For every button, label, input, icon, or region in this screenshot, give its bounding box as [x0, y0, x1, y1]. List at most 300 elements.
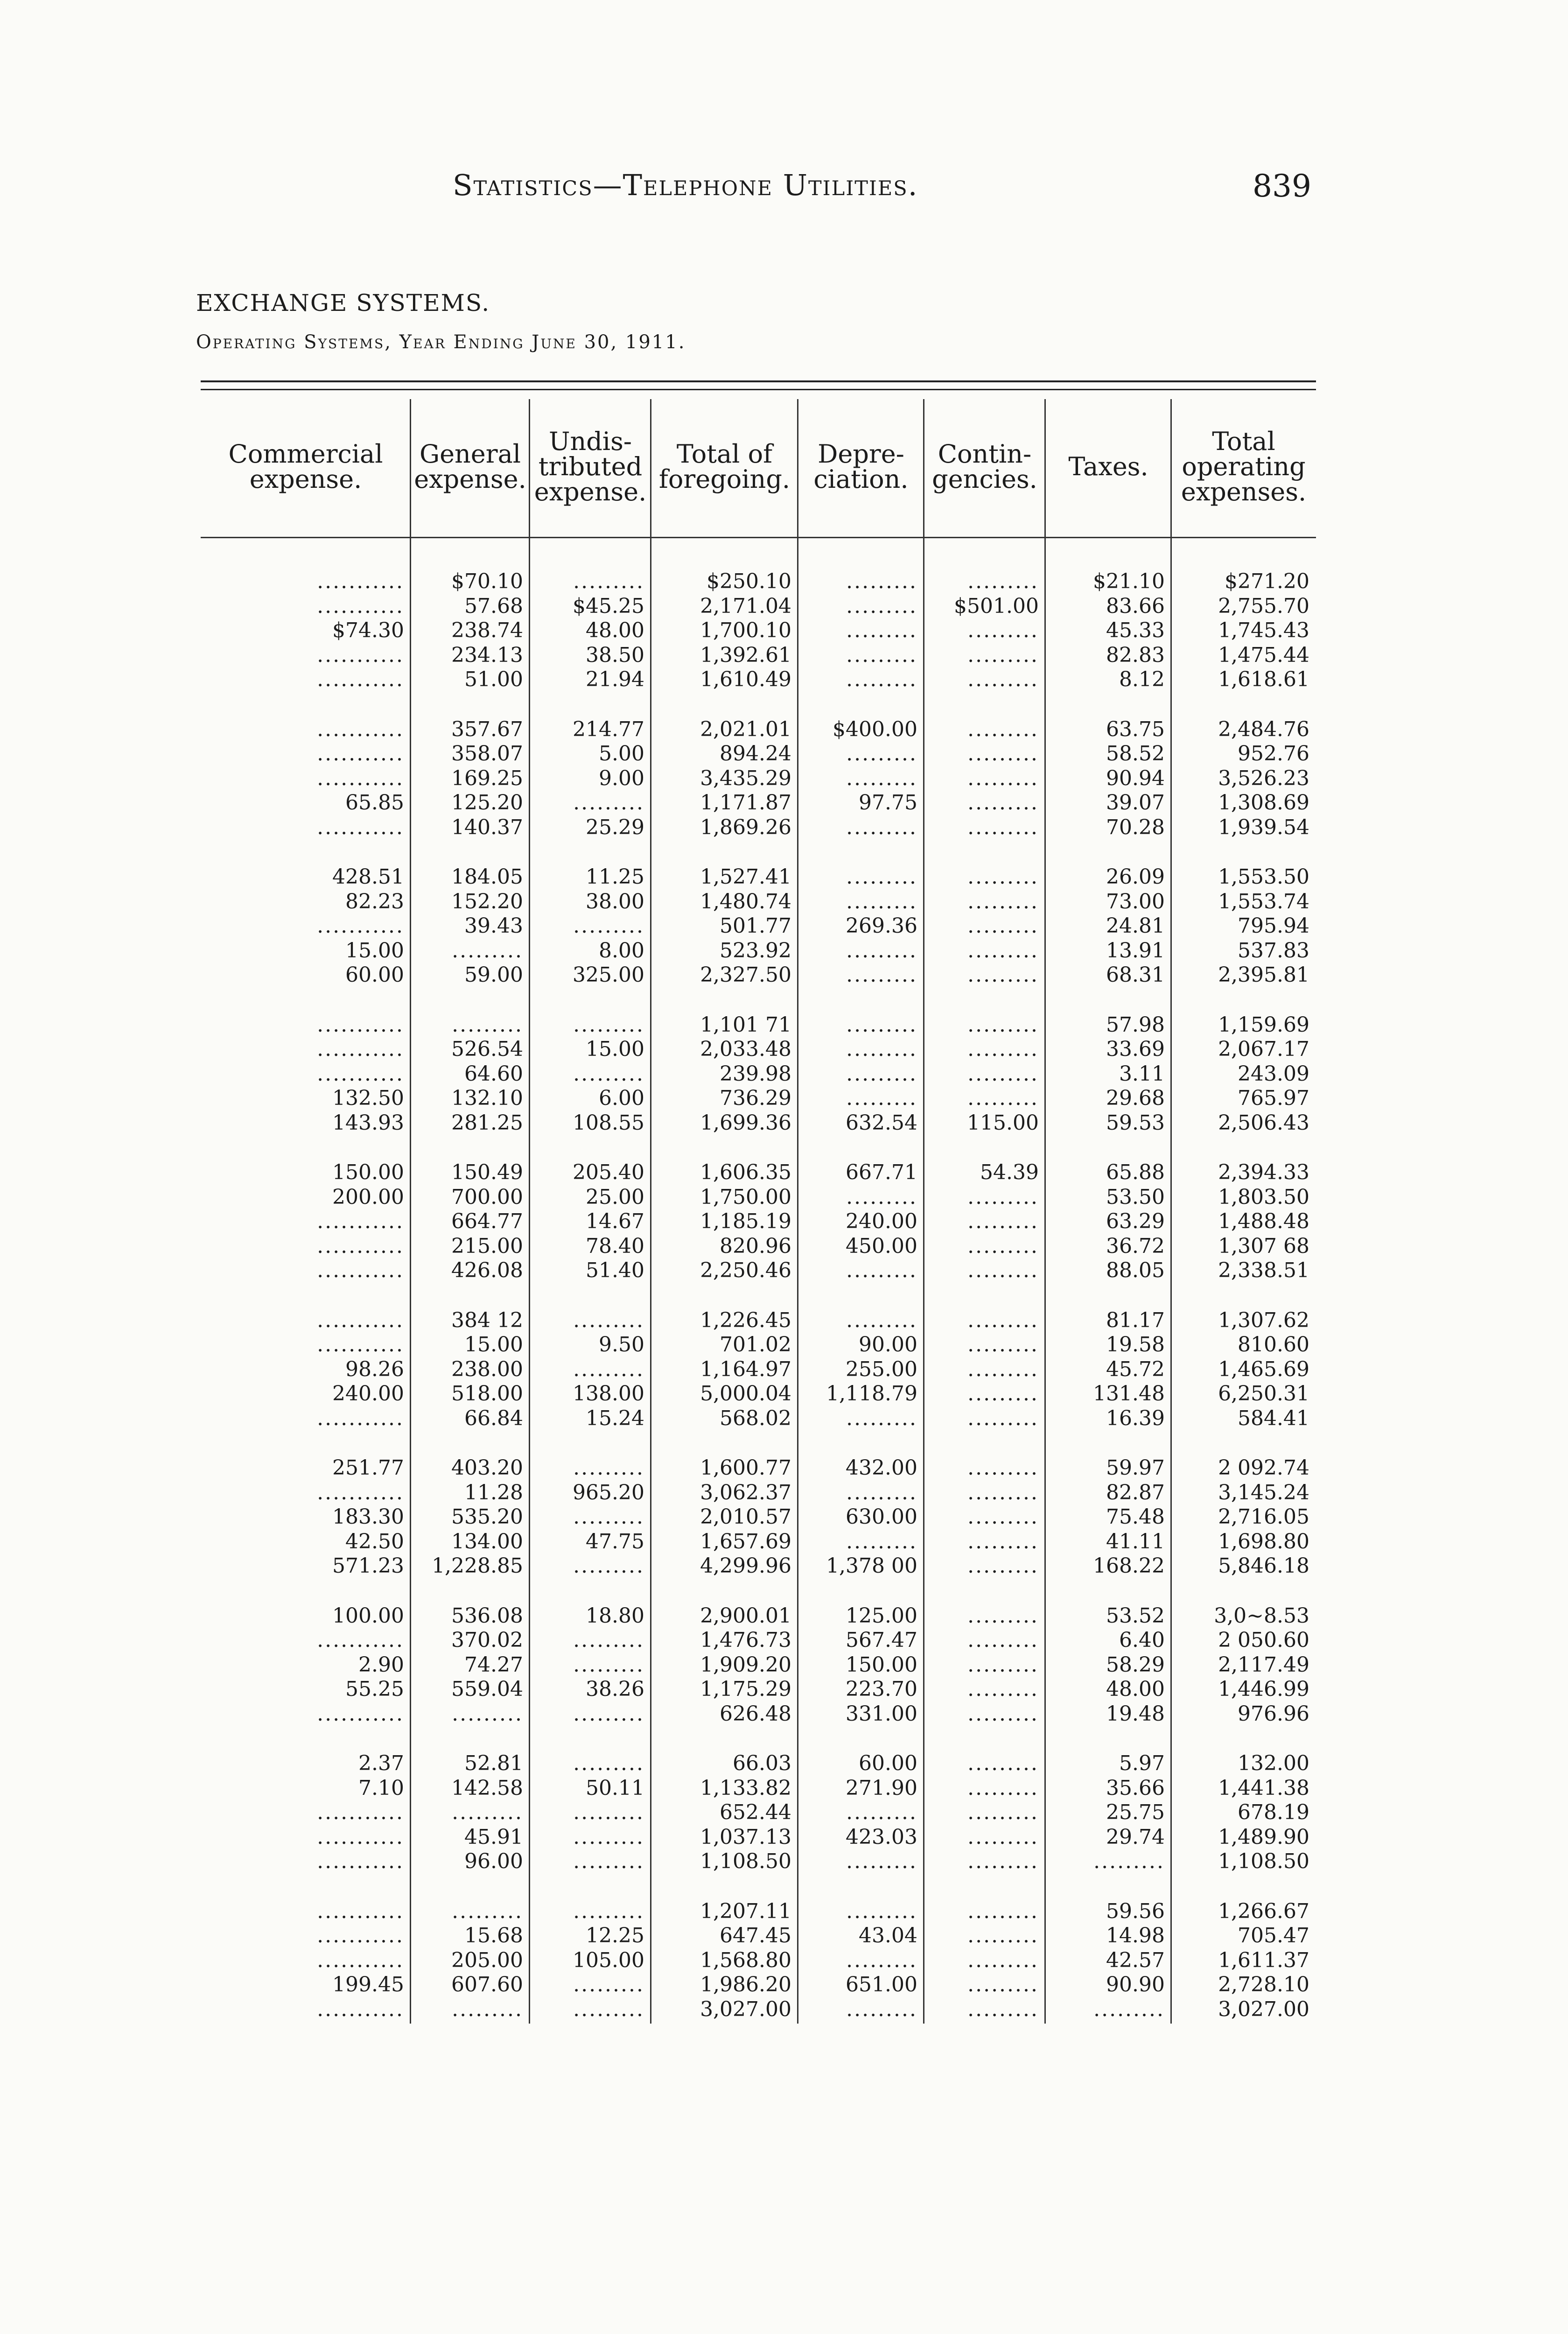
cell-depreciation: ......... [846, 1997, 917, 2021]
cell-commercial: 98.26 [345, 1357, 404, 1381]
table-row [201, 791, 1316, 815]
cell-total-operating: 2,395.81 [1218, 963, 1309, 987]
cell-general: 134.00 [451, 1529, 523, 1554]
table-row [201, 1258, 1316, 1283]
cell-contingencies: ......... [967, 1357, 1039, 1381]
cell-general: 526.54 [451, 1037, 523, 1061]
cell-general: 11.28 [464, 1480, 523, 1504]
cell-undistributed: 50.11 [586, 1776, 644, 1800]
cell-contingencies: ......... [967, 1677, 1039, 1701]
cell-taxes: 8.12 [1119, 668, 1165, 691]
cell-commercial: ........... [317, 1480, 404, 1504]
column-header-total-operating: Total operating expenses. [1181, 427, 1307, 506]
cell-depreciation: 223.70 [846, 1677, 917, 1701]
cell-undistributed: 9.50 [599, 1333, 644, 1357]
cell-depreciation: ......... [846, 865, 917, 889]
row-group [201, 717, 1316, 840]
table-row [201, 865, 1316, 889]
cell-total-operating: $271.20 [1225, 569, 1309, 593]
cell-total-operating: 1,465.69 [1218, 1357, 1309, 1381]
cell-contingencies: ......... [967, 1333, 1039, 1357]
cell-commercial: 240.00 [332, 1382, 404, 1406]
cell-general: 536.08 [451, 1603, 523, 1628]
cell-depreciation: ......... [846, 1308, 917, 1332]
column-header-undistributed: Undis- tributed expense. [534, 427, 647, 506]
cell-total-foregoing: 820.96 [720, 1234, 791, 1258]
cell-total-operating: 1,618.61 [1218, 668, 1309, 691]
cell-total-operating: 1,308.69 [1218, 791, 1309, 815]
cell-commercial: ........... [317, 569, 404, 593]
cell-contingencies: ......... [967, 815, 1039, 839]
cell-commercial: ........... [317, 1849, 404, 1873]
cell-contingencies: ......... [967, 1776, 1039, 1800]
cell-total-foregoing: 4,299.96 [700, 1554, 791, 1578]
cell-taxes: 90.94 [1106, 766, 1165, 790]
table-row [201, 668, 1316, 692]
cell-undistributed: 48.00 [586, 619, 644, 642]
section-title: EXCHANGE SYSTEMS. [196, 289, 490, 316]
cell-commercial: ........... [317, 1899, 404, 1923]
cell-undistributed: 205.40 [573, 1160, 644, 1184]
column-header-general: General expense. [414, 439, 526, 494]
cell-contingencies: ......... [967, 1899, 1039, 1923]
cell-commercial: 183.30 [332, 1505, 404, 1529]
cell-taxes: 26.09 [1106, 865, 1165, 889]
cell-commercial: 60.00 [345, 963, 404, 987]
cell-total-operating: 2,067.17 [1218, 1037, 1309, 1061]
cell-total-foregoing: 1,606.35 [700, 1160, 791, 1184]
cell-depreciation: ......... [846, 1062, 917, 1086]
cell-depreciation: 331.00 [846, 1701, 917, 1726]
cell-taxes: 6.40 [1119, 1628, 1165, 1652]
table-row [201, 1628, 1316, 1652]
cell-total-operating: 1,475.44 [1218, 643, 1309, 667]
cell-total-foregoing: 3,062.37 [700, 1480, 791, 1504]
cell-contingencies: ......... [967, 865, 1039, 889]
cell-taxes: $21.10 [1093, 569, 1165, 593]
table-row [201, 1677, 1316, 1701]
table-row [201, 1505, 1316, 1529]
column-header-depreciation: Depre- ciation. [813, 439, 909, 494]
cell-contingencies: ......... [967, 1652, 1039, 1677]
cell-depreciation: 432.00 [846, 1456, 917, 1480]
cell-commercial: 251.77 [332, 1456, 404, 1480]
cell-total-foregoing: 66.03 [733, 1751, 791, 1775]
cell-undistributed: 11.25 [586, 865, 644, 889]
column-header-taxes: Taxes. [1068, 452, 1148, 481]
cell-taxes: 83.66 [1106, 594, 1165, 618]
table-row [201, 717, 1316, 742]
cell-total-operating: 2 092.74 [1218, 1456, 1309, 1480]
cell-contingencies: ......... [967, 1505, 1039, 1529]
table-row [201, 1800, 1316, 1825]
cell-total-operating: 1,803.50 [1218, 1185, 1309, 1209]
cell-contingencies: ......... [967, 1849, 1039, 1873]
table-row [201, 569, 1316, 594]
expense-table [201, 390, 1316, 2061]
cell-total-foregoing: 2,021.01 [700, 717, 791, 741]
cell-commercial: ........... [317, 668, 404, 691]
cell-depreciation: 632.54 [846, 1111, 917, 1135]
cell-depreciation: ......... [846, 889, 917, 914]
cell-total-operating: 2,394.33 [1218, 1160, 1309, 1184]
cell-total-foregoing: 3,027.00 [700, 1997, 791, 2021]
cell-contingencies: ......... [967, 1406, 1039, 1430]
cell-general: 152.20 [451, 889, 523, 914]
table-row [201, 1825, 1316, 1849]
cell-total-operating: 810.60 [1238, 1333, 1309, 1357]
table-row [201, 643, 1316, 668]
cell-taxes: 39.07 [1106, 791, 1165, 815]
cell-total-operating: 1,553.50 [1218, 865, 1309, 889]
cell-total-foregoing: 1,600.77 [700, 1456, 791, 1480]
cell-total-operating: 1,489.90 [1218, 1825, 1309, 1849]
table-row [201, 1185, 1316, 1209]
cell-depreciation: ......... [846, 815, 917, 839]
cell-depreciation: ......... [846, 1037, 917, 1061]
cell-total-foregoing: 2,250.46 [700, 1258, 791, 1282]
row-group [201, 865, 1316, 988]
cell-undistributed: 965.20 [573, 1480, 644, 1504]
cell-taxes: 63.75 [1106, 717, 1165, 741]
table-row [201, 1013, 1316, 1037]
table-row [201, 1357, 1316, 1382]
cell-total-foregoing: 1,869.26 [700, 815, 791, 839]
cell-contingencies: ......... [967, 1012, 1039, 1037]
cell-taxes: 53.52 [1106, 1603, 1165, 1628]
cell-depreciation: 630.00 [846, 1505, 917, 1529]
cell-general: 535.20 [451, 1505, 523, 1529]
cell-general: 150.49 [451, 1160, 523, 1184]
table-row [201, 1530, 1316, 1554]
cell-undistributed: 38.00 [586, 889, 644, 914]
cell-total-foregoing: $250.10 [707, 569, 791, 593]
table-row [201, 619, 1316, 643]
cell-commercial: ........... [317, 1012, 404, 1037]
cell-contingencies: ......... [967, 1308, 1039, 1332]
cell-depreciation: 651.00 [846, 1973, 917, 1997]
cell-contingencies: ......... [967, 1086, 1039, 1110]
cell-general: 125.20 [451, 791, 523, 815]
cell-general: 51.00 [464, 668, 523, 691]
cell-taxes: 29.74 [1106, 1825, 1165, 1849]
cell-contingencies: ......... [967, 889, 1039, 914]
cell-contingencies: ......... [967, 791, 1039, 815]
table-row [201, 815, 1316, 840]
cell-taxes: 29.68 [1106, 1086, 1165, 1110]
table-row [201, 914, 1316, 938]
cell-total-operating: 3,027.00 [1218, 1997, 1309, 2021]
cell-total-operating: 678.19 [1238, 1800, 1309, 1824]
cell-depreciation: ......... [846, 742, 917, 766]
cell-taxes: 58.29 [1106, 1652, 1165, 1677]
cell-general: 59.00 [464, 963, 523, 987]
table-row [201, 1209, 1316, 1234]
cell-undistributed: 15.00 [586, 1037, 644, 1061]
cell-total-foregoing: 2,010.57 [700, 1505, 791, 1529]
cell-commercial: ........... [317, 717, 404, 741]
cell-undistributed: 38.26 [586, 1677, 644, 1701]
cell-general: ......... [452, 1012, 523, 1037]
cell-general: 96.00 [464, 1849, 523, 1873]
cell-total-operating: 2,716.05 [1218, 1505, 1309, 1529]
cell-general: ......... [452, 1899, 523, 1923]
row-group [201, 1308, 1316, 1431]
cell-undistributed: 8.00 [599, 938, 644, 963]
cell-total-foregoing: 1,610.49 [700, 668, 791, 691]
cell-total-foregoing: 1,392.61 [700, 643, 791, 667]
table-row [201, 1062, 1316, 1086]
header-bottom-rule [201, 537, 1316, 538]
cell-total-operating: 952.76 [1238, 742, 1309, 766]
cell-depreciation: 255.00 [846, 1357, 917, 1381]
cell-undistributed: ......... [573, 1357, 644, 1381]
cell-contingencies: ......... [967, 914, 1039, 938]
cell-depreciation: 125.00 [846, 1603, 917, 1628]
cell-general: 15.00 [464, 1333, 523, 1357]
row-group [201, 1160, 1316, 1283]
column-header-commercial: Commercial expense. [228, 439, 383, 494]
table-row [201, 1924, 1316, 1948]
cell-total-foregoing: 1,909.20 [700, 1652, 791, 1677]
cell-commercial: 2.90 [358, 1652, 404, 1677]
cell-taxes: 73.00 [1106, 889, 1165, 914]
cell-depreciation: 667.71 [846, 1160, 917, 1184]
cell-commercial: 65.85 [345, 791, 404, 815]
cell-commercial: 15.00 [345, 938, 404, 963]
cell-depreciation: ......... [846, 1480, 917, 1504]
cell-commercial: ........... [317, 1234, 404, 1258]
table-row [201, 1382, 1316, 1406]
cell-general: 215.00 [451, 1234, 523, 1258]
cell-commercial: ........... [317, 1406, 404, 1430]
cell-commercial: ........... [317, 1701, 404, 1726]
cell-depreciation: ......... [846, 1849, 917, 1873]
row-group [201, 1604, 1316, 1727]
cell-total-foregoing: 1,133.82 [700, 1776, 791, 1800]
table-row [201, 1234, 1316, 1258]
cell-total-foregoing: 701.02 [720, 1333, 791, 1357]
cell-general: 15.68 [464, 1924, 523, 1947]
cell-total-operating: 2,728.10 [1218, 1973, 1309, 1997]
cell-general: 169.25 [451, 766, 523, 790]
row-group [201, 1899, 1316, 2022]
cell-taxes: ......... [1093, 1849, 1165, 1873]
cell-depreciation: ......... [846, 1899, 917, 1923]
cell-general: 403.20 [451, 1456, 523, 1480]
cell-general: 74.27 [464, 1652, 523, 1677]
table-row [201, 1948, 1316, 1973]
cell-general: 518.00 [451, 1382, 523, 1406]
cell-contingencies: $501.00 [954, 594, 1039, 618]
cell-undistributed: 14.67 [586, 1209, 644, 1233]
cell-taxes: 14.98 [1106, 1924, 1165, 1947]
cell-depreciation: 1,378 00 [826, 1554, 917, 1578]
cell-commercial: 132.50 [332, 1086, 404, 1110]
cell-undistributed: 78.40 [586, 1234, 644, 1258]
cell-contingencies: ......... [967, 1529, 1039, 1554]
cell-total-foregoing: 1,226.45 [700, 1308, 791, 1332]
page-number: 839 [1253, 168, 1311, 204]
cell-contingencies: ......... [967, 1234, 1039, 1258]
cell-total-foregoing: 5,000.04 [700, 1382, 791, 1406]
cell-total-operating: 1,108.50 [1218, 1849, 1309, 1873]
table-row [201, 1554, 1316, 1578]
cell-contingencies: ......... [967, 742, 1039, 766]
column-header-total-foregoing: Total of foregoing. [658, 439, 791, 494]
table-row [201, 1899, 1316, 1924]
table-row [201, 1160, 1316, 1185]
cell-total-operating: 795.94 [1238, 914, 1309, 938]
cell-total-foregoing: 501.77 [720, 914, 791, 938]
cell-commercial: 143.93 [332, 1111, 404, 1135]
cell-general: 64.60 [464, 1062, 523, 1086]
cell-depreciation: 43.04 [859, 1924, 917, 1947]
cell-total-operating: 2,755.70 [1218, 594, 1309, 618]
cell-total-operating: 132.00 [1238, 1751, 1309, 1775]
cell-contingencies: ......... [967, 643, 1039, 667]
cell-undistributed: 47.75 [586, 1529, 644, 1554]
cell-total-foregoing: 647.45 [720, 1924, 791, 1947]
cell-contingencies: ......... [967, 1603, 1039, 1628]
cell-taxes: 16.39 [1106, 1406, 1165, 1430]
cell-taxes: 70.28 [1106, 815, 1165, 839]
cell-depreciation: 97.75 [859, 791, 917, 815]
cell-total-operating: 1,446.99 [1218, 1677, 1309, 1701]
cell-undistributed: ......... [573, 1751, 644, 1775]
cell-depreciation: 90.00 [859, 1333, 917, 1357]
table-row [201, 594, 1316, 619]
running-title: Statistics—Telephone Utilities. [453, 168, 918, 202]
cell-undistributed: ......... [573, 1849, 644, 1873]
cell-contingencies: ......... [967, 668, 1039, 691]
cell-commercial: 571.23 [332, 1554, 404, 1578]
cell-total-foregoing: 1,037.13 [700, 1825, 791, 1849]
cell-undistributed: ......... [573, 569, 644, 593]
table-row [201, 1481, 1316, 1505]
cell-general: ......... [452, 1997, 523, 2021]
cell-general: 140.37 [451, 815, 523, 839]
cell-total-operating: 2,338.51 [1218, 1258, 1309, 1282]
cell-depreciation: ......... [846, 668, 917, 691]
cell-undistributed: 12.25 [586, 1924, 644, 1947]
row-group [201, 1013, 1316, 1136]
cell-taxes: 5.97 [1119, 1751, 1165, 1775]
cell-contingencies: ......... [967, 766, 1039, 790]
row-group [201, 1751, 1316, 1874]
cell-depreciation: $400.00 [833, 717, 917, 741]
cell-undistributed: 325.00 [573, 963, 644, 987]
cell-commercial: 199.45 [332, 1973, 404, 1997]
cell-undistributed: ......... [573, 1899, 644, 1923]
cell-commercial: ........... [317, 594, 404, 618]
table-row [201, 1604, 1316, 1628]
cell-general: 559.04 [451, 1677, 523, 1701]
cell-contingencies: ......... [967, 938, 1039, 963]
cell-total-foregoing: 652.44 [720, 1800, 791, 1824]
cell-contingencies: ......... [967, 1480, 1039, 1504]
cell-contingencies: ......... [967, 1751, 1039, 1775]
cell-undistributed: ......... [573, 1456, 644, 1480]
column-header-contingencies: Contin- gencies. [932, 439, 1037, 494]
cell-total-foregoing: 1,986.20 [700, 1973, 791, 1997]
row-group [201, 1456, 1316, 1579]
cell-taxes: 59.53 [1106, 1111, 1165, 1135]
cell-commercial: ........... [317, 766, 404, 790]
cell-depreciation: ......... [846, 569, 917, 593]
table-row [201, 1333, 1316, 1357]
cell-taxes: 59.97 [1106, 1456, 1165, 1480]
cell-contingencies: ......... [967, 1382, 1039, 1406]
cell-depreciation: 423.03 [846, 1825, 917, 1849]
cell-depreciation: ......... [846, 1529, 917, 1554]
cell-contingencies: ......... [967, 1456, 1039, 1480]
cell-general: 281.25 [451, 1111, 523, 1135]
cell-undistributed: ......... [573, 791, 644, 815]
cell-depreciation: ......... [846, 766, 917, 790]
cell-total-operating: 1,745.43 [1218, 619, 1309, 642]
cell-general: 1,228.85 [432, 1554, 523, 1578]
cell-taxes: 33.69 [1106, 1037, 1165, 1061]
cell-commercial: 428.51 [332, 865, 404, 889]
cell-total-operating: 976.96 [1238, 1701, 1309, 1726]
cell-general: 384 12 [451, 1308, 523, 1332]
cell-undistributed: ......... [573, 1505, 644, 1529]
cell-general: 39.43 [464, 914, 523, 938]
cell-commercial: ........... [317, 1628, 404, 1652]
cell-total-operating: 1,159.69 [1218, 1012, 1309, 1037]
cell-total-foregoing: 523.92 [720, 938, 791, 963]
cell-total-operating: 2,506.43 [1218, 1111, 1309, 1135]
cell-depreciation: ......... [846, 1012, 917, 1037]
cell-general: 142.58 [451, 1776, 523, 1800]
cell-contingencies: ......... [967, 1037, 1039, 1061]
cell-total-operating: 537.83 [1238, 938, 1309, 963]
cell-undistributed: ......... [573, 1554, 644, 1578]
cell-taxes: 41.11 [1106, 1529, 1165, 1554]
cell-commercial: ........... [317, 1997, 404, 2021]
cell-taxes: 68.31 [1106, 963, 1165, 987]
cell-total-foregoing: 1,175.29 [700, 1677, 791, 1701]
cell-taxes: 19.58 [1106, 1333, 1165, 1357]
table-row [201, 1973, 1316, 1997]
cell-total-operating: 3,0~8.53 [1214, 1603, 1309, 1628]
cell-general: ......... [452, 1800, 523, 1824]
cell-taxes: 59.56 [1106, 1899, 1165, 1923]
cell-taxes: 168.22 [1093, 1554, 1165, 1578]
cell-total-operating: 1,488.48 [1218, 1209, 1309, 1233]
cell-taxes: 13.91 [1106, 938, 1165, 963]
cell-commercial: 100.00 [332, 1603, 404, 1628]
cell-total-foregoing: 1,207.11 [700, 1899, 791, 1923]
cell-taxes: 48.00 [1106, 1677, 1165, 1701]
table-row [201, 939, 1316, 963]
cell-taxes: 19.48 [1106, 1701, 1165, 1726]
cell-general: ......... [452, 1701, 523, 1726]
cell-depreciation: ......... [846, 963, 917, 987]
cell-taxes: 45.33 [1106, 619, 1165, 642]
cell-total-operating: 1,611.37 [1218, 1948, 1309, 1972]
cell-commercial: 82.23 [345, 889, 404, 914]
cell-contingencies: 115.00 [967, 1111, 1039, 1135]
cell-total-foregoing: 1,171.87 [700, 791, 791, 815]
cell-undistributed: 105.00 [573, 1948, 644, 1972]
cell-undistributed: ......... [573, 1628, 644, 1652]
cell-taxes: 82.83 [1106, 643, 1165, 667]
cell-undistributed: 108.55 [573, 1111, 644, 1135]
cell-general: 45.91 [464, 1825, 523, 1849]
cell-depreciation: 269.36 [846, 914, 917, 938]
